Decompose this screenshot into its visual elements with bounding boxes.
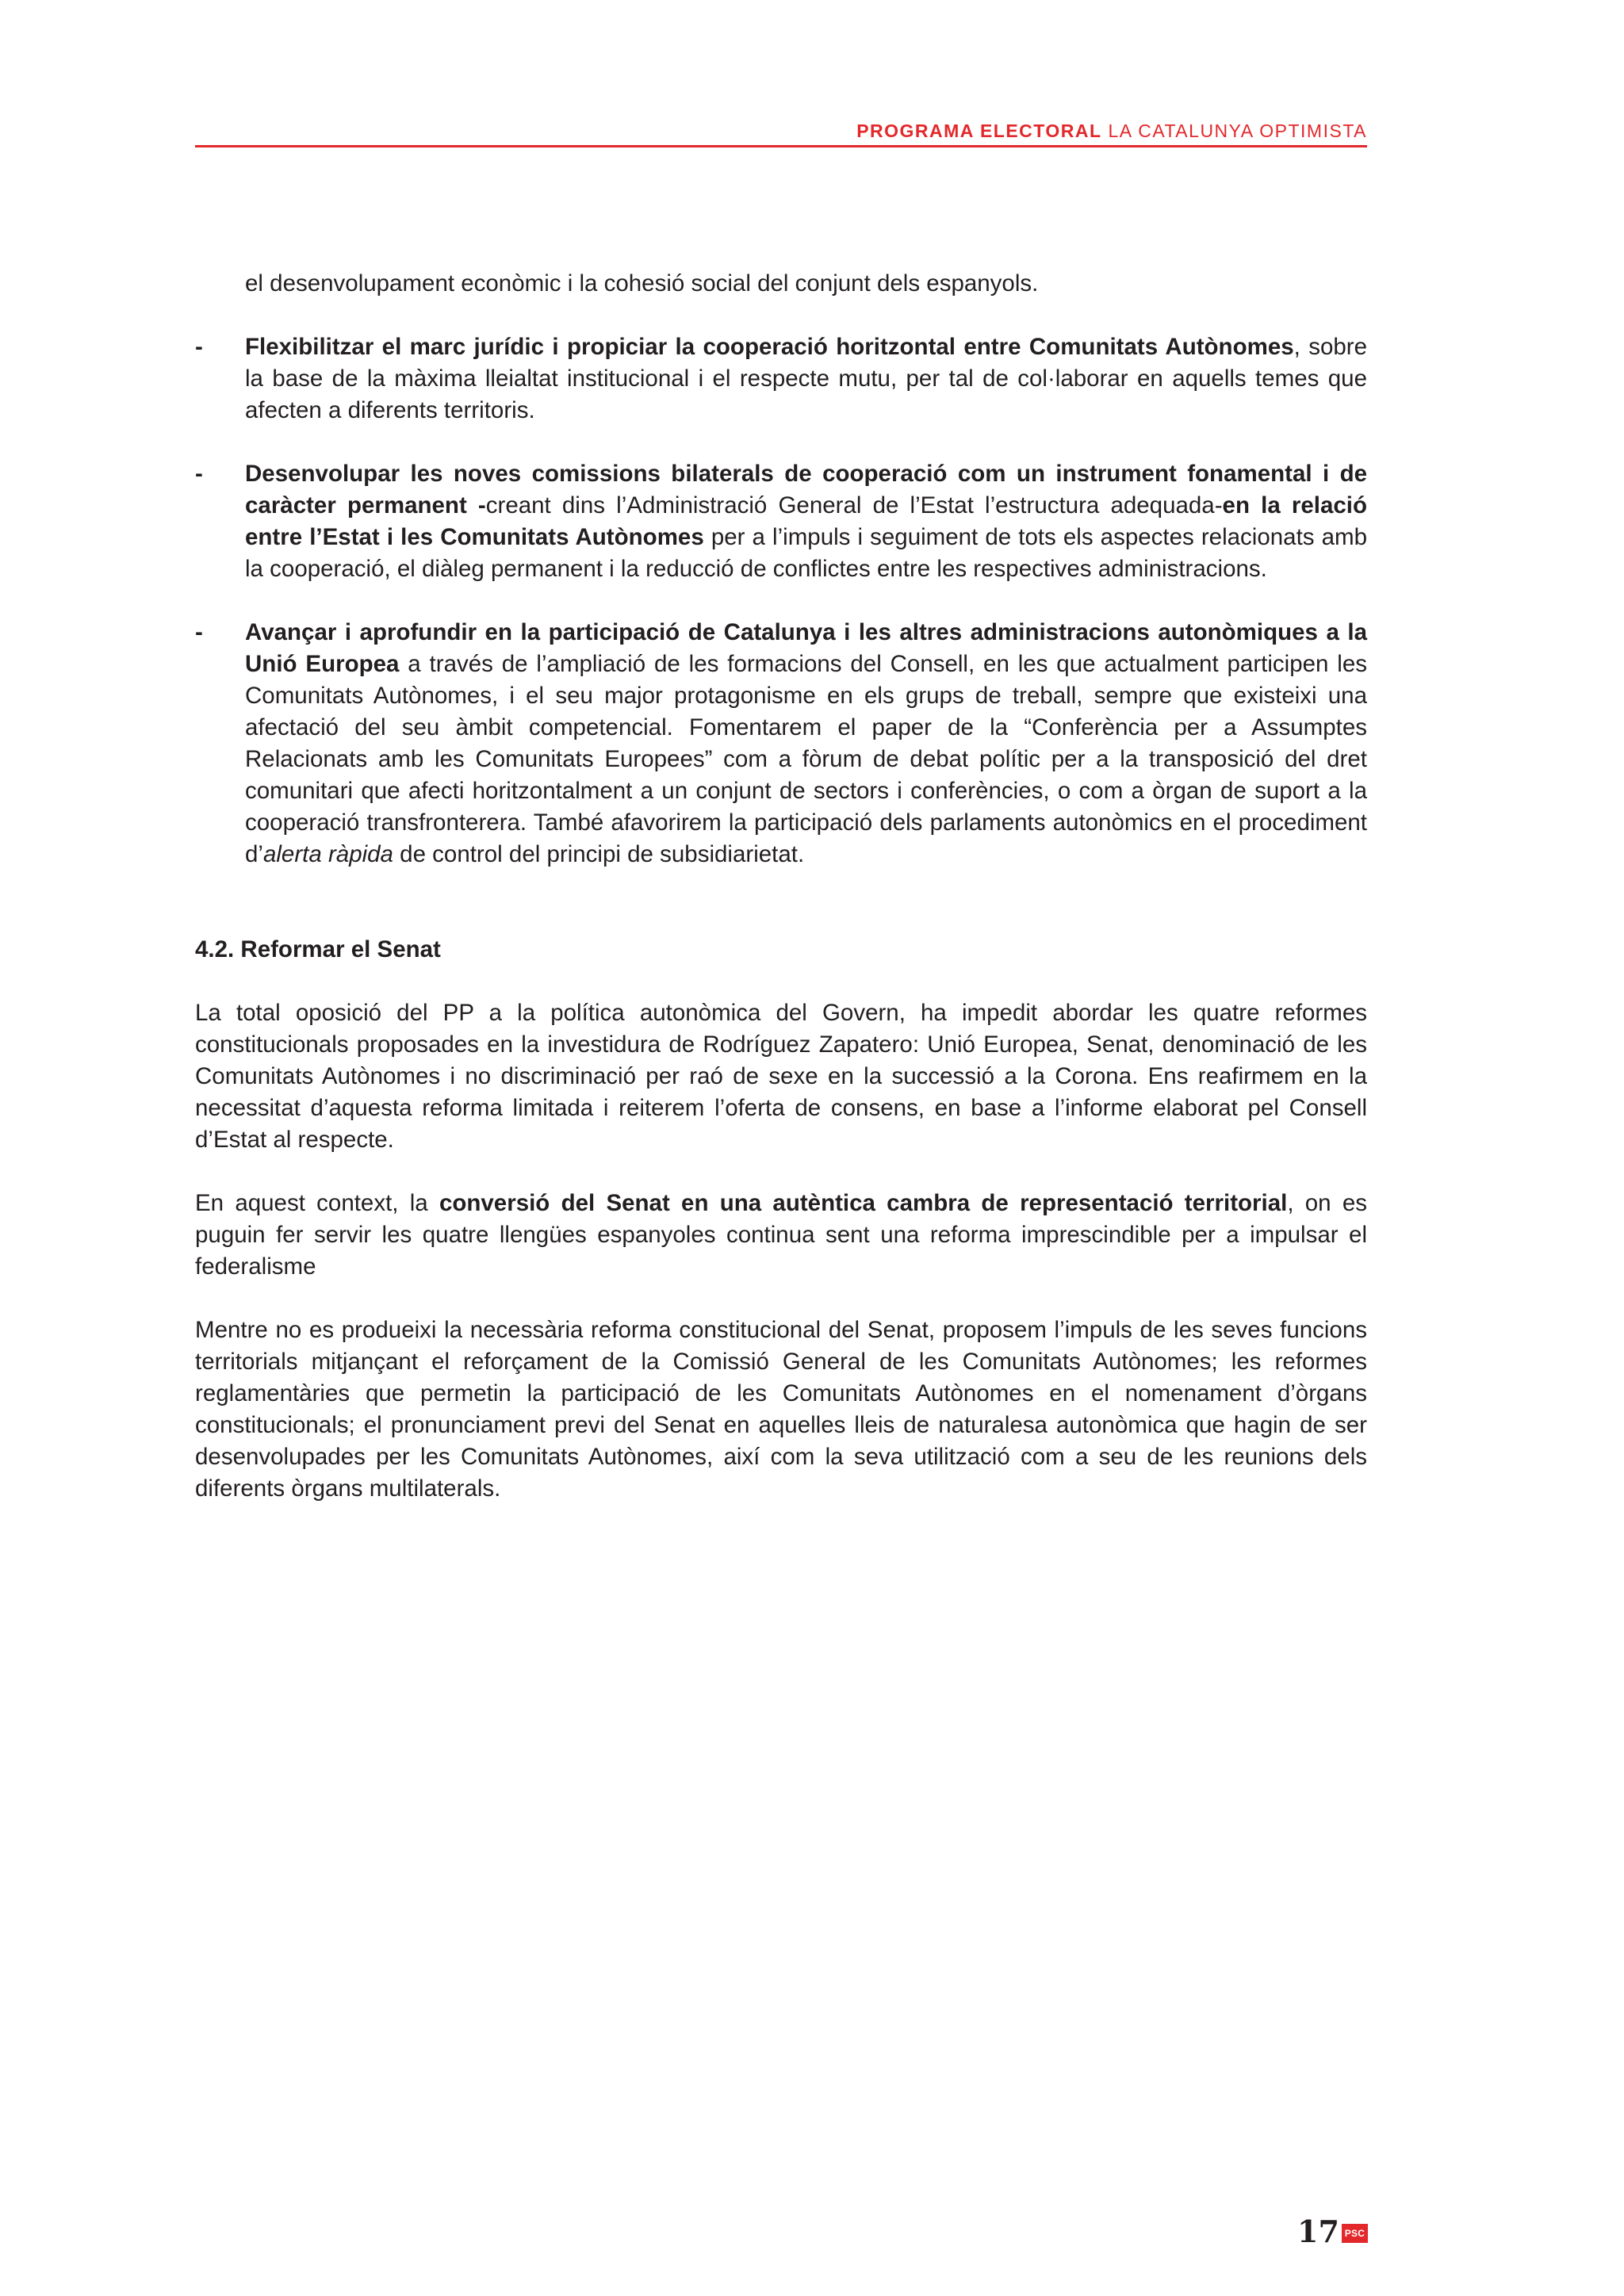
bullet-text: a través de l’ampliació de les formacions del Consell, en les que actualment participen les Comunitats Autònomes, i el seu major protagonisme en els grups de treball, sempre que existeixi una afectació del seu àmbit competencial. Fomentarem el paper de la “Conferència per a Assumptes Relacionats amb les Comunitats Europees” com a fòrum de debat polític per a la transposició del dret comunitari que afecti horitzontalment a un conjunt de sectors i conferències, o com a òrgan de suport a la cooperació transfronterera. També afavorirem la participació dels parlaments autonòmics en el procediment d’ [245, 651, 1368, 867]
bullet-bold-text: Flexibilitzar el marc jurídic i propiciar la cooperació horitzontal entre Comunitats Autònomes [245, 334, 1294, 360]
page-body [195, 268, 1367, 1505]
bullet-italic-text: alerta ràpida [262, 841, 393, 867]
paragraph-text: , on es puguin fer servir les quatre llengües espanyoles continua sent una reforma imprescindible per a impulsar el federalisme [195, 1190, 1368, 1280]
body-paragraph: La total oposició del PP a la política autonòmica del Govern, ha impedit abordar les quatre reformes constitucionals proposades en la investidura de Rodríguez Zapatero: Unió Europea, Senat, denominació de les Comunitats Autònomes i no discriminació per raó de sexe en la successió a la Corona. Ens reafirmem en la necessitat d’aquesta reforma limitada i reiterem l’oferta de consens, en base a l’informe elaborat pel Consell d’Estat al respecte. [195, 1000, 1367, 1153]
bullet-bold-text: Avançar i aprofundir en la participació de Catalunya i les altres administracions autonòmiques a la Unió Europea [245, 619, 1367, 677]
running-header [195, 121, 1367, 142]
continuation-paragraph: el desenvolupament econòmic i la cohesió social del conjunt dels espanyols. [245, 270, 1039, 297]
psc-logo: PSC [1342, 2224, 1368, 2243]
body-paragraph: Mentre no es produeixi la necessària reforma constitucional del Senat, proposem l’impuls de les seves funcions territorials mitjançant el reforçament de la Comissió General de les Comunitats Autònomes; les reformes reglamentàries que permetin la participació de les Comunitats Autònomes en el nomenament d’òrgans constitucionals; el pronunciament previ del Senat en aquelles lleis de naturalesa autonòmica que hagin de ser desenvolupades per les Comunitats Autònomes, així com la seva utilització com a seu de les reunions dels diferents òrgans multilaterals. [195, 1317, 1367, 1502]
bullet-item [195, 331, 1367, 427]
bullet-item [195, 617, 1368, 871]
page-number: 17 [1297, 2214, 1339, 2249]
bullet-dash: - [195, 619, 203, 645]
body-paragraph [195, 1188, 1367, 1283]
bullet-text: , sobre la base de la màxima lleialtat institucional i el respecte mutu, per tal de col·laborar en aquells temes que afecten a diferents territoris. [245, 334, 1367, 423]
header-title-rest: LA CATALUNYA OPTIMISTA [1108, 121, 1367, 141]
section-heading: 4.2. Reformar el Senat [195, 936, 441, 962]
bullet-item [195, 458, 1367, 585]
header-title-bold: PROGRAMA ELECTORAL [856, 121, 1102, 141]
paragraph-bold-text: conversió del Senat en una autèntica cambra de representació territorial [439, 1190, 1288, 1216]
paragraph-text: En aquest context, la [195, 1190, 439, 1216]
bullet-dash: - [195, 461, 203, 487]
bullet-dash: - [195, 334, 203, 360]
bullet-text: de control del principi de subsidiarietat. [393, 841, 805, 867]
bullet-text: creant dins l’Administració General de l’Estat l’estructura adequada- [485, 492, 1223, 519]
header-rule [195, 145, 1367, 147]
bullet-text: per a l’impuls i seguiment de tots els aspectes relacionats amb la cooperació, el diàleg permanent i la reducció de conflictes entre les respectives administracions. [245, 524, 1367, 582]
bullet-bold-text: Desenvolupar les noves comissions bilaterals de cooperació com un instrument fonamental i de caràcter permanent - [245, 461, 1367, 519]
bullet-bold-text: en la relació entre l’Estat i les Comunitats Autònomes [245, 492, 1367, 550]
